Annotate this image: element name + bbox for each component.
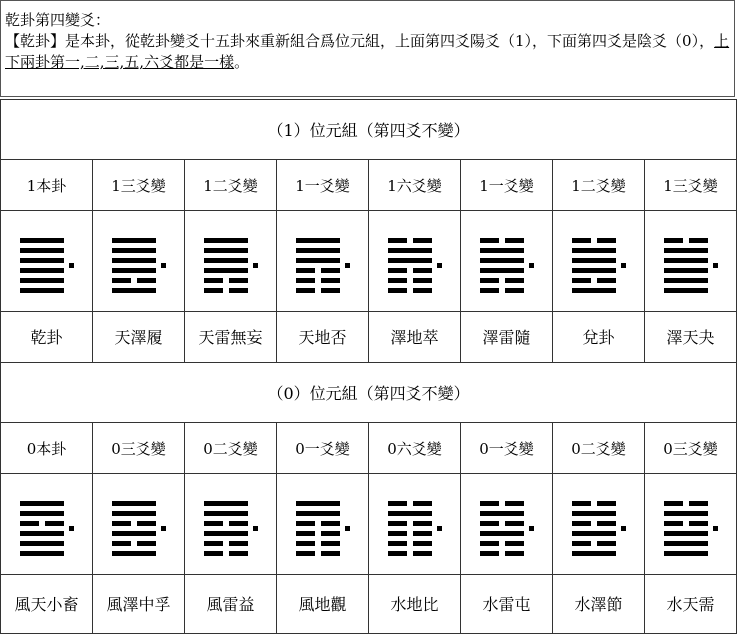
hexagram-name: 澤雷隨 [461, 311, 553, 362]
yin-line [572, 501, 616, 506]
marker-dot [161, 526, 166, 531]
yang-line [664, 248, 708, 253]
change-label: 1六爻變 [369, 160, 461, 211]
yang-line [664, 258, 708, 263]
hexagram-table [0, 99, 737, 634]
yang-line [20, 501, 64, 506]
hexagram-name: 水雷屯 [461, 574, 553, 633]
marker-dot [345, 526, 350, 531]
hexagram-cell [369, 211, 461, 311]
hexagram-icon [572, 501, 626, 556]
hexagram-cell [277, 474, 369, 574]
yang-line [572, 531, 616, 536]
yin-line [204, 521, 248, 526]
yang-line [204, 238, 248, 243]
intro-title: 乾卦第四變爻： [5, 11, 111, 29]
yin-line [480, 551, 524, 556]
marker-dot [437, 263, 442, 268]
group-heading: （1）位元組（第四爻不變） [1, 100, 737, 160]
hexagram-icon [296, 501, 350, 556]
change-label: 1二爻變 [185, 160, 277, 211]
yin-line [112, 278, 156, 283]
hexagram-cell [93, 474, 185, 574]
yang-line [20, 248, 64, 253]
hexagram-icon [20, 501, 74, 556]
hexagram-cell [93, 211, 185, 311]
yang-line [204, 258, 248, 263]
yang-line [204, 501, 248, 506]
hexagram-name: 水澤節 [553, 574, 645, 633]
yin-line [388, 288, 432, 293]
marker-dot [621, 526, 626, 531]
yin-line [664, 521, 708, 526]
hexagram-name: 澤地萃 [369, 311, 461, 362]
hexagram-cell [185, 211, 277, 311]
change-label: 0三爻變 [93, 423, 185, 474]
yin-line [664, 501, 708, 506]
hexagram-cell [461, 211, 553, 311]
group-heading: （0）位元組（第四爻不變） [1, 362, 737, 422]
hexagram-name: 澤天夬 [645, 311, 737, 362]
change-label: 0本卦 [1, 423, 93, 474]
hexagram-name: 風地觀 [277, 574, 369, 633]
hexagram-icon [204, 238, 258, 293]
yang-line [572, 258, 616, 263]
hexagram-icon [204, 501, 258, 556]
yang-line [20, 258, 64, 263]
hexagram-icon [664, 501, 718, 556]
yin-line [204, 288, 248, 293]
yin-line [388, 551, 432, 556]
yang-line [388, 511, 432, 516]
marker-dot [253, 263, 258, 268]
hexagram-icon [20, 238, 74, 293]
yin-line [480, 521, 524, 526]
yin-line [388, 531, 432, 536]
yang-line [112, 551, 156, 556]
yang-line [296, 511, 340, 516]
yang-line [664, 551, 708, 556]
intro-text [0, 0, 735, 97]
yin-line [204, 541, 248, 546]
yang-line [296, 258, 340, 263]
yin-line [296, 278, 340, 283]
yang-line [20, 551, 64, 556]
yin-line [572, 238, 616, 243]
yang-line [112, 511, 156, 516]
marker-dot [621, 263, 626, 268]
hexagram-icon [112, 501, 166, 556]
intro-underlined: 上下兩卦第一,二,三,五,六爻都是一樣 [5, 32, 730, 71]
marker-dot [713, 263, 718, 268]
hexagram-cell [277, 211, 369, 311]
marker-dot [345, 263, 350, 268]
yang-line [20, 511, 64, 516]
marker-dot [437, 526, 442, 531]
hexagram-name: 天雷無妄 [185, 311, 277, 362]
yin-line [296, 288, 340, 293]
marker-dot [529, 263, 534, 268]
yang-line [112, 288, 156, 293]
yang-line [204, 268, 248, 273]
change-label: 0三爻變 [645, 423, 737, 474]
hexagram-icon [388, 501, 442, 556]
yang-line [20, 531, 64, 536]
yang-line [664, 541, 708, 546]
yang-line [296, 501, 340, 506]
yang-line [480, 268, 524, 273]
yang-line [664, 288, 708, 293]
yang-line [112, 248, 156, 253]
hexagram-cell [185, 474, 277, 574]
yang-line [480, 531, 524, 536]
hexagram-name: 天地否 [277, 311, 369, 362]
hexagram-icon [388, 238, 442, 293]
marker-dot [69, 526, 74, 531]
yin-line [388, 238, 432, 243]
yin-line [480, 541, 524, 546]
yin-line [388, 278, 432, 283]
yang-line [20, 288, 64, 293]
hexagram-cell [1, 211, 93, 311]
yang-line [204, 531, 248, 536]
yin-line [480, 501, 524, 506]
hexagram-name: 水天需 [645, 574, 737, 633]
yang-line [112, 268, 156, 273]
yin-line [296, 551, 340, 556]
hexagram-cell [553, 474, 645, 574]
marker-dot [253, 526, 258, 531]
intro-body: 【乾卦】是本卦，從乾卦變爻十五卦來重新組合爲位元組，上面第四爻陽爻（1），下面第四爻是陰爻（0）， [5, 32, 715, 50]
change-label: 0一爻變 [461, 423, 553, 474]
yin-line [204, 278, 248, 283]
hexagram-icon [572, 238, 626, 293]
change-label: 0二爻變 [553, 423, 645, 474]
marker-dot [161, 263, 166, 268]
yang-line [112, 238, 156, 243]
yang-line [572, 511, 616, 516]
hexagram-cell [1, 474, 93, 574]
yin-line [204, 551, 248, 556]
hexagram-name: 天澤履 [93, 311, 185, 362]
yang-line [664, 531, 708, 536]
yin-line [296, 521, 340, 526]
yang-line [572, 288, 616, 293]
yang-line [388, 258, 432, 263]
hexagram-icon [296, 238, 350, 293]
hexagram-name: 水地比 [369, 574, 461, 633]
marker-dot [713, 526, 718, 531]
marker-dot [529, 526, 534, 531]
yin-line [296, 268, 340, 273]
hexagram-icon [480, 238, 534, 293]
yang-line [664, 268, 708, 273]
yin-line [572, 278, 616, 283]
yang-line [20, 278, 64, 283]
yin-line [112, 541, 156, 546]
yang-line [664, 278, 708, 283]
change-label: 0一爻變 [277, 423, 369, 474]
yang-line [388, 248, 432, 253]
hexagram-name: 風雷益 [185, 574, 277, 633]
yang-line [664, 511, 708, 516]
yang-line [112, 258, 156, 263]
hexagram-cell [553, 211, 645, 311]
yang-line [20, 541, 64, 546]
yang-line [480, 511, 524, 516]
yin-line [480, 288, 524, 293]
hexagram-icon [112, 238, 166, 293]
hexagram-icon [480, 501, 534, 556]
yin-line [112, 521, 156, 526]
change-label: 1三爻變 [645, 160, 737, 211]
hexagram-cell [369, 474, 461, 574]
yin-line [20, 521, 64, 526]
change-label: 1一爻變 [461, 160, 553, 211]
marker-dot [69, 263, 74, 268]
hexagram-name: 乾卦 [1, 311, 93, 362]
yang-line [572, 248, 616, 253]
yin-line [572, 541, 616, 546]
yin-line [388, 521, 432, 526]
hexagram-name: 兌卦 [553, 311, 645, 362]
change-label: 1二爻變 [553, 160, 645, 211]
yang-line [204, 248, 248, 253]
hexagram-cell [461, 474, 553, 574]
yang-line [296, 248, 340, 253]
yang-line [20, 238, 64, 243]
hexagram-name: 風澤中孚 [93, 574, 185, 633]
yang-line [112, 501, 156, 506]
yang-line [20, 268, 64, 273]
hexagram-icon [664, 238, 718, 293]
change-label: 1一爻變 [277, 160, 369, 211]
change-label: 1本卦 [1, 160, 93, 211]
change-label: 0六爻變 [369, 423, 461, 474]
hexagram-cell [645, 211, 737, 311]
hexagram-name: 風天小畜 [1, 574, 93, 633]
yin-line [388, 501, 432, 506]
yin-line [480, 238, 524, 243]
change-label: 0二爻變 [185, 423, 277, 474]
yin-line [296, 531, 340, 536]
yang-line [112, 531, 156, 536]
yin-line [388, 541, 432, 546]
yang-line [480, 248, 524, 253]
yin-line [388, 268, 432, 273]
yin-line [664, 238, 708, 243]
yin-line [572, 521, 616, 526]
yang-line [204, 511, 248, 516]
intro-end: 。 [234, 53, 250, 71]
yang-line [572, 551, 616, 556]
hexagram-cell [645, 474, 737, 574]
yang-line [296, 238, 340, 243]
yin-line [296, 541, 340, 546]
yang-line [480, 258, 524, 263]
yang-line [572, 268, 616, 273]
yin-line [480, 278, 524, 283]
change-label: 1三爻變 [93, 160, 185, 211]
